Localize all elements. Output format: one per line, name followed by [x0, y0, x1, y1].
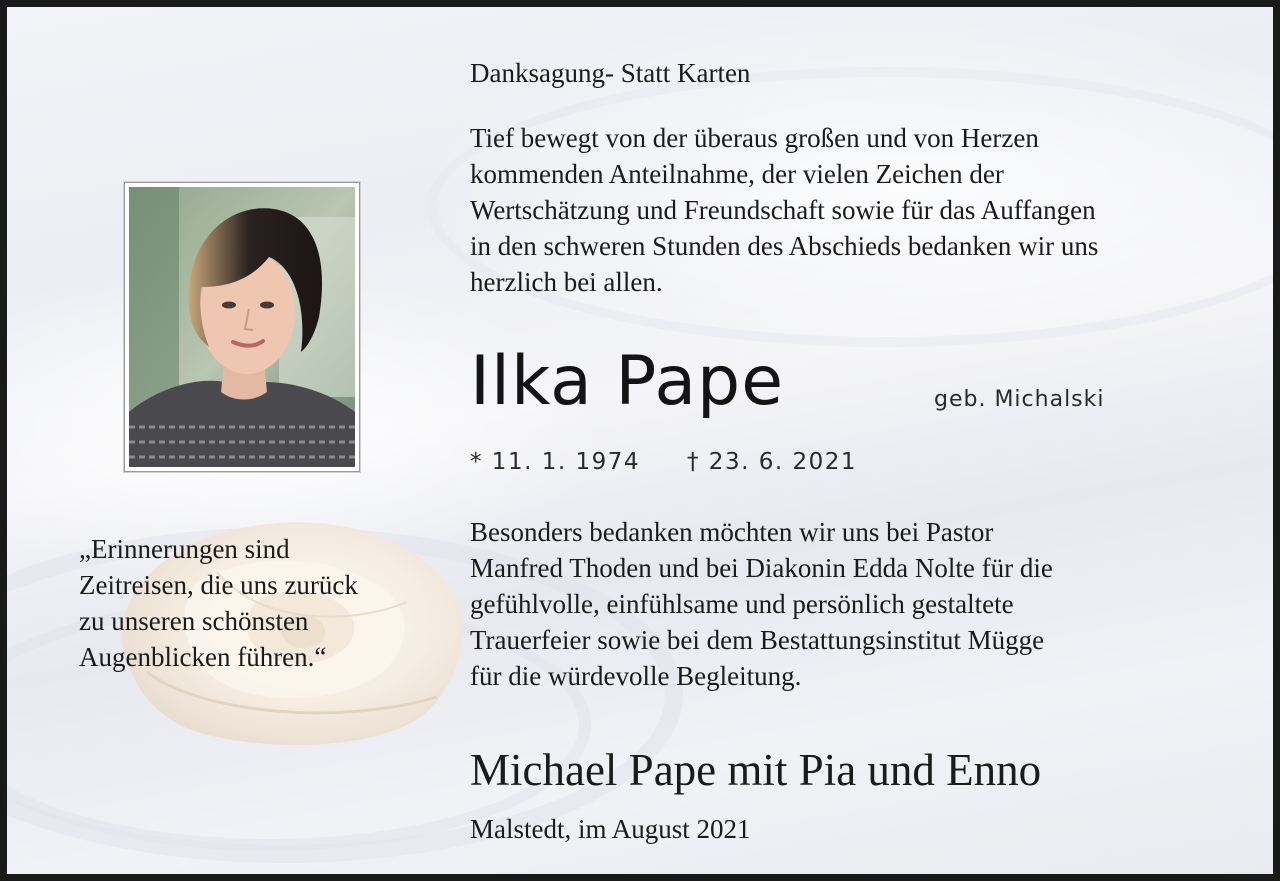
notice-heading: Danksagung- Statt Karten: [470, 58, 751, 88]
portrait-image: [129, 187, 355, 467]
quote-line: Zeitreisen, die uns zurück: [79, 570, 358, 600]
thanks-line: Manfred Thoden und bei Diakonin Edda Nolte für die: [470, 553, 1053, 583]
intro-line: Wertschätzung und Freundschaft sowie für das Auffangen: [470, 195, 1096, 225]
family-signature: Michael Pape mit Pia und Enno: [470, 745, 1042, 795]
quote-line: Augenblicken führen.“: [79, 642, 327, 672]
intro-line: herzlich bei allen.: [470, 267, 663, 297]
thanks-line: für die würdevolle Begleitung.: [470, 661, 802, 691]
death-date: † 23. 6. 2021: [687, 449, 857, 475]
quote-line: zu unseren schönsten: [79, 606, 309, 636]
intro-line: kommenden Anteilnahme, der vielen Zeichen der: [470, 159, 1004, 189]
intro-line: Tief bewegt von der überaus großen und von Herzen: [470, 123, 1039, 153]
birth-date: * 11. 1. 1974: [470, 449, 640, 475]
portrait-photo: [124, 182, 360, 472]
thanks-line: gefühlvolle, einfühlsame und persönlich gestaltete: [470, 589, 1014, 619]
thanks-line: Trauerfeier sowie bei dem Bestattungsinstitut Mügge: [470, 625, 1045, 655]
intro-line: in den schweren Stunden des Abschieds bedanken wir uns: [470, 231, 1099, 261]
intro-paragraph: [470, 120, 1098, 300]
thanks-line: Besonders bedanken möchten wir uns bei Pastor: [470, 517, 994, 547]
thanks-paragraph: [470, 514, 1053, 694]
memorial-quote: [79, 531, 358, 675]
deceased-birth-name: geb. Michalski: [934, 387, 1105, 412]
place-and-date: Malstedt, im August 2021: [470, 814, 751, 844]
quote-line: „Erinnerungen sind: [79, 534, 290, 564]
deceased-name: Ilka Pape: [470, 342, 785, 421]
